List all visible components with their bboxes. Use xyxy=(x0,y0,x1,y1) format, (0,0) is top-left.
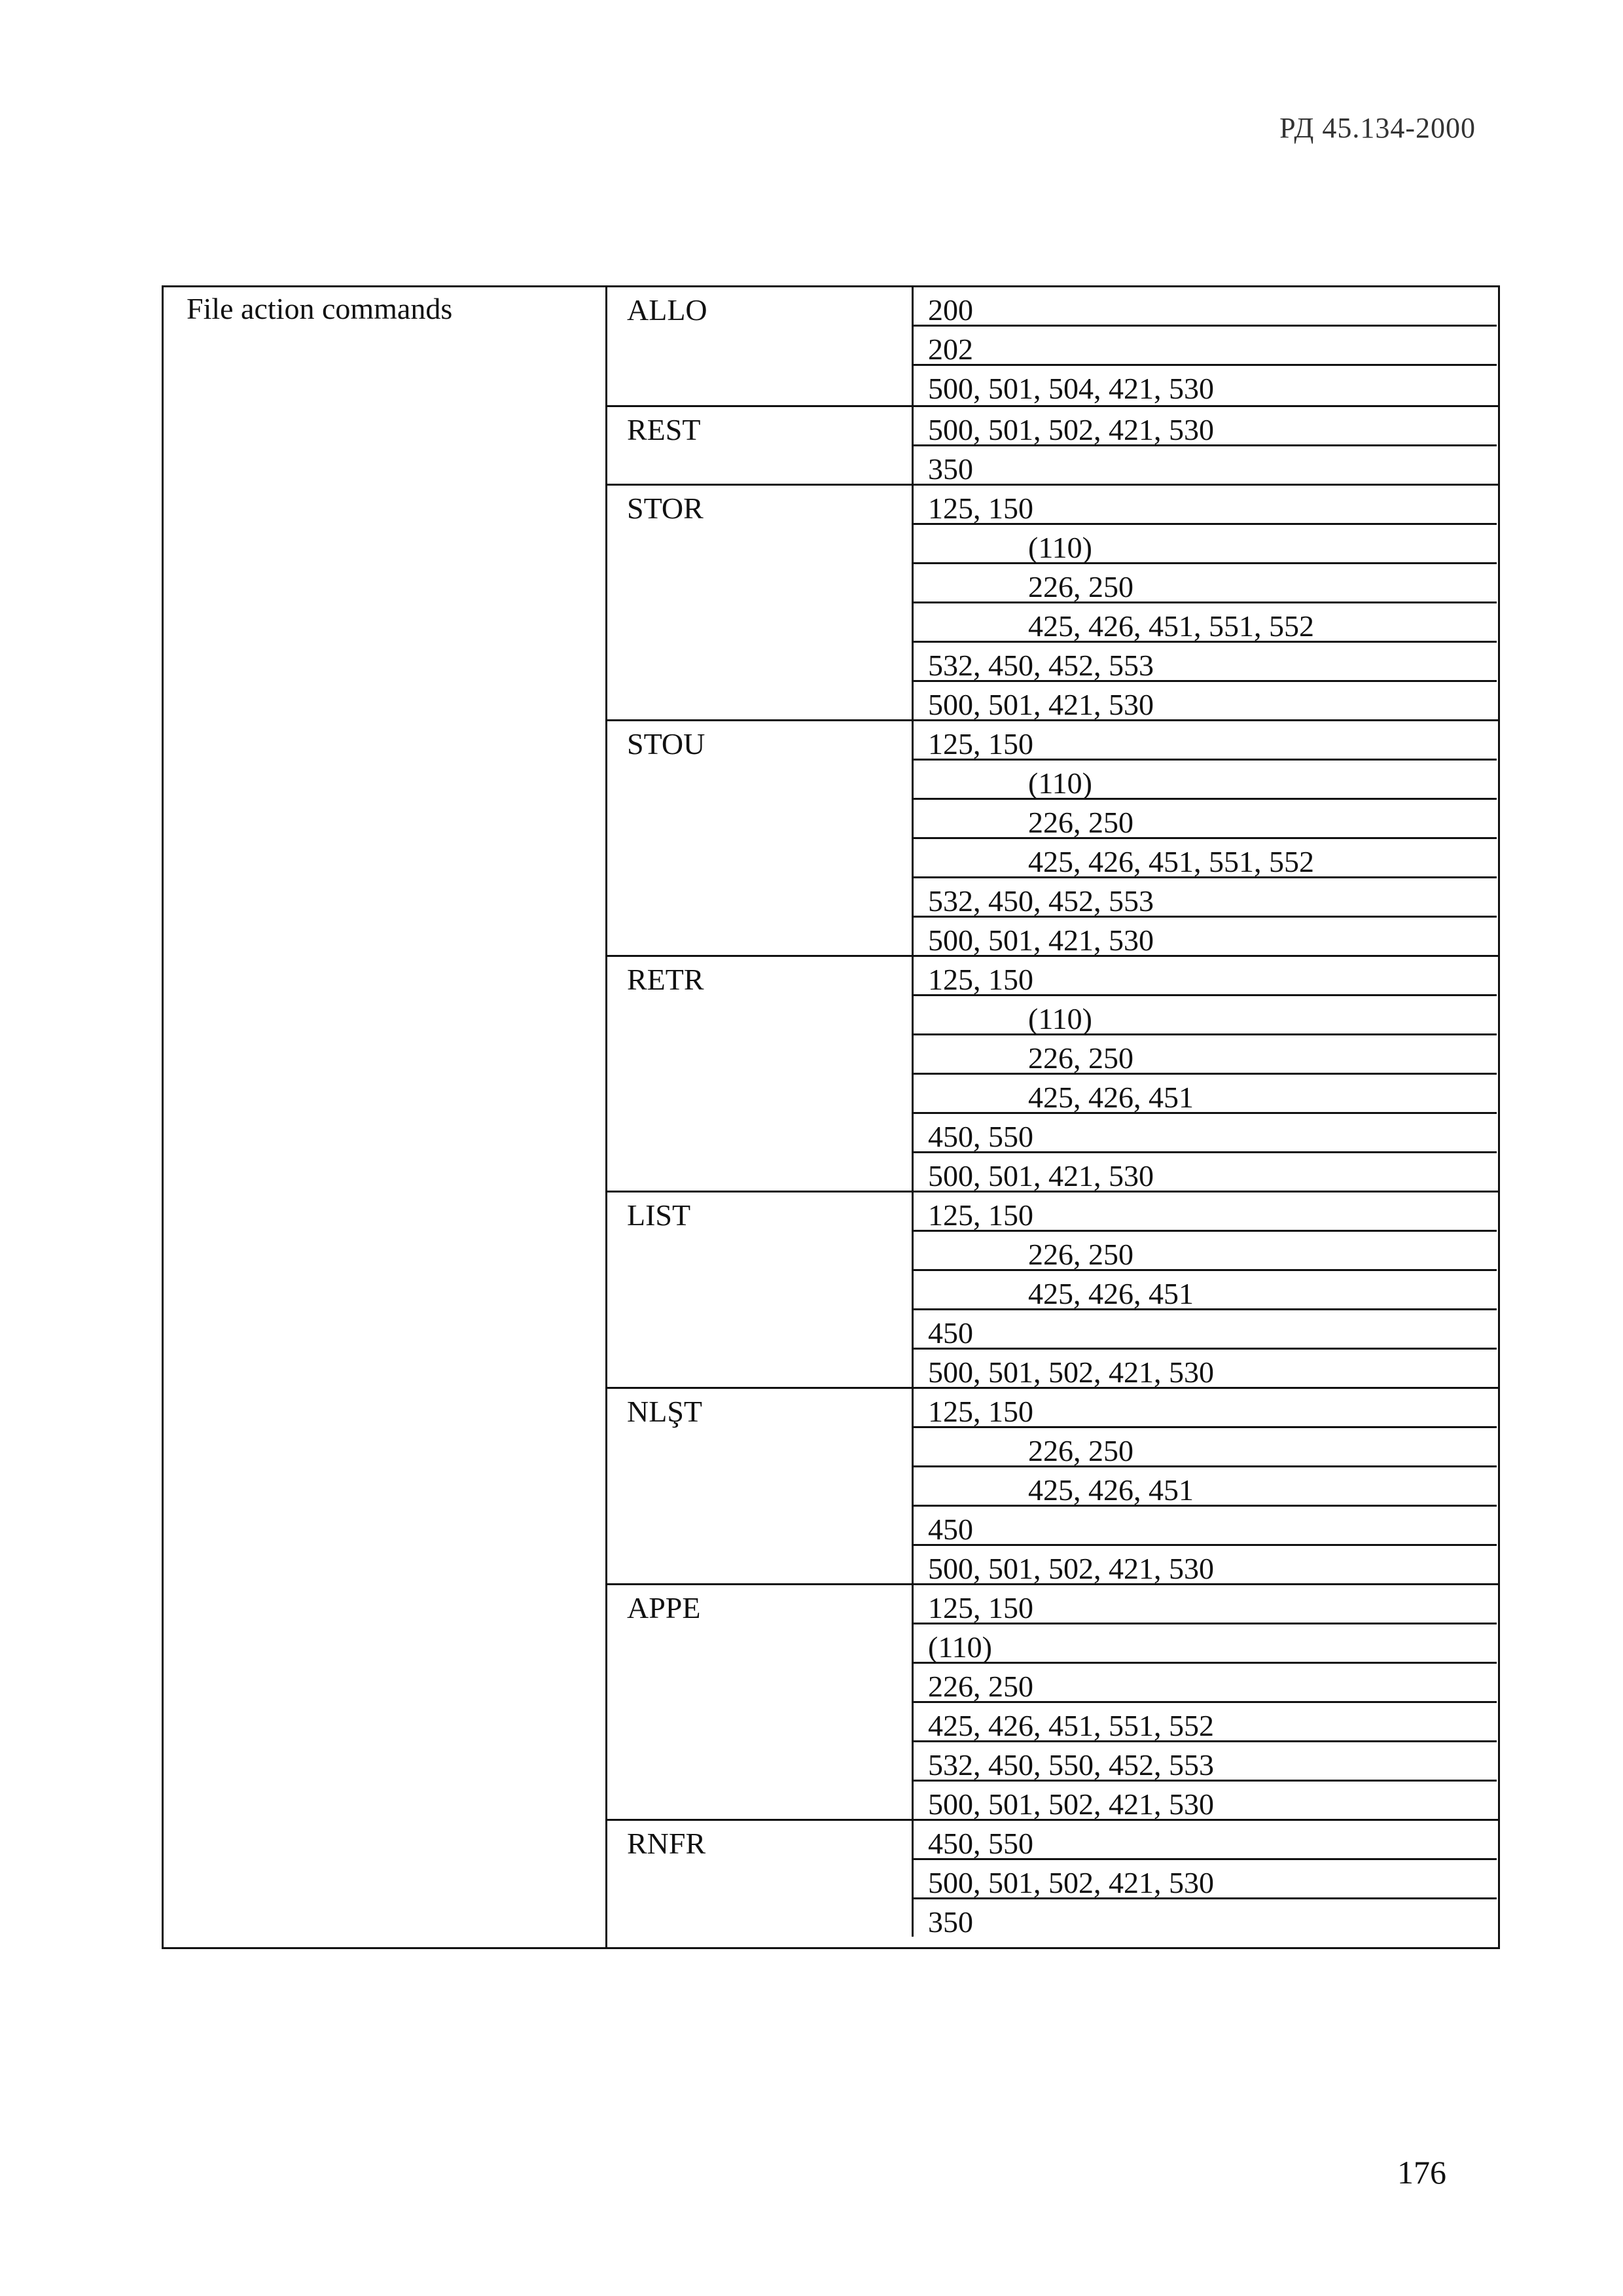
response-code-row xyxy=(914,1782,1497,1821)
response-code-text: 500, 501, 502, 421, 530 xyxy=(928,1866,1214,1899)
response-code-row xyxy=(914,564,1497,603)
response-code-row xyxy=(914,1742,1497,1782)
response-code-row xyxy=(914,839,1497,878)
response-code-text: 350 xyxy=(928,452,973,486)
response-code-text: 125, 150 xyxy=(928,963,1033,996)
response-code-text: 450, 550 xyxy=(928,1120,1033,1153)
response-code-row xyxy=(914,525,1497,564)
response-code-row xyxy=(914,1389,1497,1428)
response-code-text: 125, 150 xyxy=(928,1591,1033,1624)
command-name: NLŞT xyxy=(627,1395,702,1428)
response-code-text: 500, 501, 421, 530 xyxy=(928,688,1154,721)
response-code-text: 425, 426, 451 xyxy=(1028,1473,1194,1507)
response-codes-cell xyxy=(912,1193,1497,1387)
command-group xyxy=(607,484,1500,719)
command-name: RNFR xyxy=(627,1827,706,1860)
response-code-text: 425, 426, 451, 551, 552 xyxy=(1028,609,1314,643)
command-group xyxy=(607,955,1500,1191)
response-code-text: 350 xyxy=(928,1905,973,1939)
category-label: File action commands xyxy=(187,292,453,325)
response-codes-cell xyxy=(912,957,1497,1191)
response-code-text: 500, 501, 502, 421, 530 xyxy=(928,1355,1214,1389)
response-code-row xyxy=(914,1310,1497,1350)
response-code-row xyxy=(914,366,1497,405)
response-code-text: (110) xyxy=(1028,531,1092,564)
command-group xyxy=(607,1819,1500,1937)
response-code-row xyxy=(914,1271,1497,1310)
response-code-row xyxy=(914,1035,1497,1075)
response-code-row xyxy=(914,486,1497,525)
command-name: APPE xyxy=(627,1591,701,1624)
commands-column xyxy=(607,287,1500,1947)
command-group xyxy=(607,287,1500,405)
response-code-row xyxy=(914,957,1497,996)
response-code-text: 226, 250 xyxy=(1028,1238,1133,1271)
response-code-row xyxy=(914,407,1497,446)
response-code-row xyxy=(914,996,1497,1035)
response-code-text: 226, 250 xyxy=(928,1670,1033,1703)
response-code-text: 500, 501, 421, 530 xyxy=(928,1159,1154,1193)
document-id: РД 45.134-2000 xyxy=(1279,112,1476,144)
response-code-row xyxy=(914,1821,1497,1860)
response-code-text: (110) xyxy=(1028,766,1092,800)
command-name: STOR xyxy=(627,492,704,525)
response-code-text: 532, 450, 452, 553 xyxy=(928,884,1154,918)
response-code-text: 500, 501, 502, 421, 530 xyxy=(928,1552,1214,1585)
response-code-text: 450 xyxy=(928,1513,973,1546)
response-code-text: 500, 501, 502, 421, 530 xyxy=(928,413,1214,446)
response-code-text: 532, 450, 452, 553 xyxy=(928,649,1154,682)
file-action-commands-table xyxy=(162,285,1500,1949)
command-group xyxy=(607,1191,1500,1387)
response-code-text: 425, 426, 451, 551, 552 xyxy=(1028,845,1314,878)
category-cell xyxy=(164,287,607,1947)
response-code-row xyxy=(914,800,1497,839)
response-code-text: 125, 150 xyxy=(928,1198,1033,1232)
response-code-text: (110) xyxy=(928,1630,992,1664)
response-code-text: 125, 150 xyxy=(928,1395,1033,1428)
response-code-text: 500, 501, 504, 421, 530 xyxy=(928,372,1214,405)
response-code-row xyxy=(914,878,1497,918)
command-name: ALLO xyxy=(627,293,707,327)
response-codes-cell xyxy=(912,1821,1497,1937)
response-code-text: 532, 450, 550, 452, 553 xyxy=(928,1748,1214,1782)
response-code-text: 125, 150 xyxy=(928,727,1033,761)
response-code-row xyxy=(914,1899,1497,1939)
response-code-row xyxy=(914,643,1497,682)
response-code-text: 125, 150 xyxy=(928,492,1033,525)
response-codes-cell xyxy=(912,1585,1497,1819)
response-codes-cell xyxy=(912,407,1497,484)
response-code-row xyxy=(914,1153,1497,1193)
response-code-row xyxy=(914,1703,1497,1742)
response-code-row xyxy=(914,1664,1497,1703)
response-code-row xyxy=(914,603,1497,643)
command-group xyxy=(607,1387,1500,1583)
response-code-text: (110) xyxy=(1028,1002,1092,1035)
command-name: RETR xyxy=(627,963,704,996)
command-name: REST xyxy=(627,413,701,446)
response-code-row xyxy=(914,1350,1497,1389)
response-code-row xyxy=(914,1075,1497,1114)
command-name: LIST xyxy=(627,1198,691,1232)
response-code-row xyxy=(914,1624,1497,1664)
command-group xyxy=(607,405,1500,484)
page-number: 176 xyxy=(1397,2154,1446,2191)
response-code-text: 202 xyxy=(928,332,973,366)
response-code-text: 226, 250 xyxy=(1028,1434,1133,1467)
response-code-row xyxy=(914,327,1497,366)
response-codes-cell xyxy=(912,721,1497,955)
response-code-row xyxy=(914,287,1497,327)
response-code-text: 500, 501, 421, 530 xyxy=(928,924,1154,957)
response-code-row xyxy=(914,761,1497,800)
response-code-row xyxy=(914,1585,1497,1624)
response-code-row xyxy=(914,446,1497,486)
response-code-row xyxy=(914,682,1497,721)
response-code-text: 450, 550 xyxy=(928,1827,1033,1860)
response-code-row xyxy=(914,1467,1497,1507)
response-code-text: 425, 426, 451 xyxy=(1028,1081,1194,1114)
response-code-text: 226, 250 xyxy=(1028,570,1133,603)
response-codes-cell xyxy=(912,486,1497,719)
response-code-text: 226, 250 xyxy=(1028,806,1133,839)
response-code-row xyxy=(914,1546,1497,1585)
response-code-text: 425, 426, 451, 551, 552 xyxy=(928,1709,1214,1742)
response-code-row xyxy=(914,1232,1497,1271)
response-code-text: 500, 501, 502, 421, 530 xyxy=(928,1787,1214,1821)
response-codes-cell xyxy=(912,1389,1497,1583)
command-group xyxy=(607,719,1500,955)
response-code-text: 226, 250 xyxy=(1028,1041,1133,1075)
response-code-row xyxy=(914,1428,1497,1467)
response-code-text: 200 xyxy=(928,293,973,327)
command-group xyxy=(607,1583,1500,1819)
command-name: STOU xyxy=(627,727,705,761)
response-code-row xyxy=(914,1114,1497,1153)
response-codes-cell xyxy=(912,287,1497,405)
response-code-text: 425, 426, 451 xyxy=(1028,1277,1194,1310)
response-code-row xyxy=(914,1507,1497,1546)
response-code-row xyxy=(914,721,1497,761)
response-code-row xyxy=(914,1193,1497,1232)
response-code-row xyxy=(914,1860,1497,1899)
response-code-text: 450 xyxy=(928,1316,973,1350)
response-code-row xyxy=(914,918,1497,957)
